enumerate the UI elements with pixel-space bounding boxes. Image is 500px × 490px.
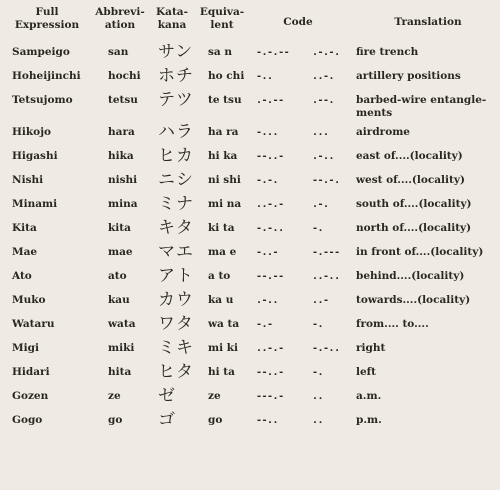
abbreviation-cell: miki [108,342,135,354]
equivalent-cell: te tsu [208,94,242,106]
abbreviation-cell: hika [108,150,134,162]
equivalent-cell: hi ka [208,150,238,162]
full-expression-cell: Muko [12,294,46,306]
header-equivalent: Equiva- lent [199,6,245,31]
katakana-cell: キタ [158,218,194,238]
equivalent-cell: wa ta [208,318,240,330]
abbreviation-cell: kau [108,294,130,306]
code-cell: -... [256,127,279,138]
abbreviation-cell: mae [108,246,133,258]
abbreviation-cell: nishi [108,174,138,186]
code-cell: .-.-- [256,95,284,106]
translation-cell: a.m. [356,390,382,402]
full-expression-cell: Minami [12,198,58,210]
translation-cell: right [356,342,386,354]
full-expression-cell: Hoheijinchi [12,70,81,82]
equivalent-cell: ni shi [208,174,241,186]
katakana-cell: ワタ [158,314,194,334]
code-cell: ..-.- [256,199,284,210]
equivalent-cell: a to [208,270,231,282]
equivalent-cell: ze [208,390,221,402]
translation-cell: airdrome [356,126,410,138]
code-cell: -. [312,367,324,378]
translation-cell: artillery positions [356,70,461,82]
header-translation: Translation [394,16,462,28]
abbreviation-cell: hara [108,126,135,138]
equivalent-cell: sa n [208,46,233,58]
equivalent-cell: ha ra [208,126,239,138]
abbreviation-cell: mina [108,198,138,210]
katakana-cell: テツ [158,90,194,110]
translation-cell: from.... to.... [356,318,429,330]
equivalent-cell: ka u [208,294,234,306]
translation-cell: west of....(locality) [356,174,465,186]
translation-cell: left [356,366,377,378]
code-cell: ---.- [256,391,284,402]
full-expression-cell: Migi [12,342,39,354]
code-cell: -.-. [256,175,279,186]
equivalent-cell: ki ta [208,222,235,234]
translation-cell: in front of....(locality) [356,246,484,258]
abbreviation-cell: san [108,46,129,58]
translation-cell: p.m. [356,414,382,426]
katakana-cell: ホチ [158,66,194,86]
code-cell: ..-. [312,71,335,82]
code-cell: ..-.. [312,271,340,282]
header-full-expression: Full Expression [14,6,80,31]
abbreviation-cell: hochi [108,70,141,82]
code-cell: -.- [256,319,273,330]
code-cell: --..- [256,367,284,378]
equivalent-cell: ho chi [208,70,245,82]
katakana-cell: ゴ [158,410,176,430]
katakana-cell: カウ [158,290,194,310]
equivalent-cell: mi na [208,198,242,210]
code-cell: --.-. [312,175,340,186]
katakana-cell: ヒカ [158,146,194,166]
code-cell: -.. [256,71,273,82]
code-cell: -. [312,223,324,234]
translation-cell: south of....(locality) [356,198,472,210]
code-cell: .-. [312,199,329,210]
katakana-cell: ヒタ [158,362,194,382]
code-cell: -..- [256,247,279,258]
full-expression-cell: Ato [12,270,32,282]
katakana-cell: サン [158,42,194,62]
full-expression-cell: Kita [12,222,37,234]
full-expression-cell: Nishi [12,174,44,186]
equivalent-cell: go [208,414,223,426]
full-expression-cell: Mae [12,246,38,258]
translation-cell: north of....(locality) [356,222,472,234]
code-cell: --.-- [256,271,284,282]
header-code: Code [283,16,313,28]
code-cell: -.-.. [312,343,340,354]
full-expression-cell: Sampeigo [12,46,70,58]
code-cell: .-.. [312,151,335,162]
code-cell: ..- [312,295,329,306]
code-cell: --.. [256,415,279,426]
abbreviation-cell: hita [108,366,132,378]
katakana-cell: ハラ [158,122,194,142]
translation-cell: towards....(locality) [356,294,471,306]
translation-cell: behind....(locality) [356,270,465,282]
translation-cell: barbed-wire entangle-ments [356,94,487,119]
header-abbreviation: Abbrevi- ation [95,6,145,31]
full-expression-cell: Gogo [12,414,43,426]
full-expression-cell: Hidari [12,366,50,378]
katakana-cell: ニシ [158,170,194,190]
code-cell: .. [312,391,324,402]
abbreviation-cell: wata [108,318,136,330]
code-cell: -.-.-- [256,47,290,58]
katakana-cell: マエ [158,242,194,262]
katakana-cell: アト [158,266,194,286]
full-expression-cell: Wataru [12,318,55,330]
abbreviation-cell: kita [108,222,131,234]
equivalent-cell: hi ta [208,366,235,378]
code-cell: -. [312,319,324,330]
katakana-cell: ミキ [158,338,194,358]
katakana-cell: ゼ [158,386,176,406]
code-cell: .-.. [256,295,279,306]
full-expression-cell: Higashi [12,150,58,162]
code-cell: -.-.. [256,223,284,234]
katakana-cell: ミナ [158,194,194,214]
translation-cell: east of....(locality) [356,150,463,162]
code-cell: ... [312,127,329,138]
code-cell: --..- [256,151,284,162]
code-cell: .. [312,415,324,426]
abbreviation-cell: tetsu [108,94,138,106]
full-expression-cell: Hikojo [12,126,51,138]
translation-cell: fire trench [356,46,419,58]
full-expression-cell: Gozen [12,390,49,402]
full-expression-cell: Tetsujomo [12,94,73,106]
equivalent-cell: ma e [208,246,237,258]
header-katakana: Kata- kana [156,6,188,31]
abbreviation-cell: ze [108,390,121,402]
equivalent-cell: mi ki [208,342,239,354]
code-cell: ..-.- [256,343,284,354]
abbreviation-cell: go [108,414,123,426]
code-cell: -.--- [312,247,340,258]
code-cell: .--. [312,95,335,106]
code-cell: .-.-. [312,47,340,58]
abbreviation-cell: ato [108,270,127,282]
